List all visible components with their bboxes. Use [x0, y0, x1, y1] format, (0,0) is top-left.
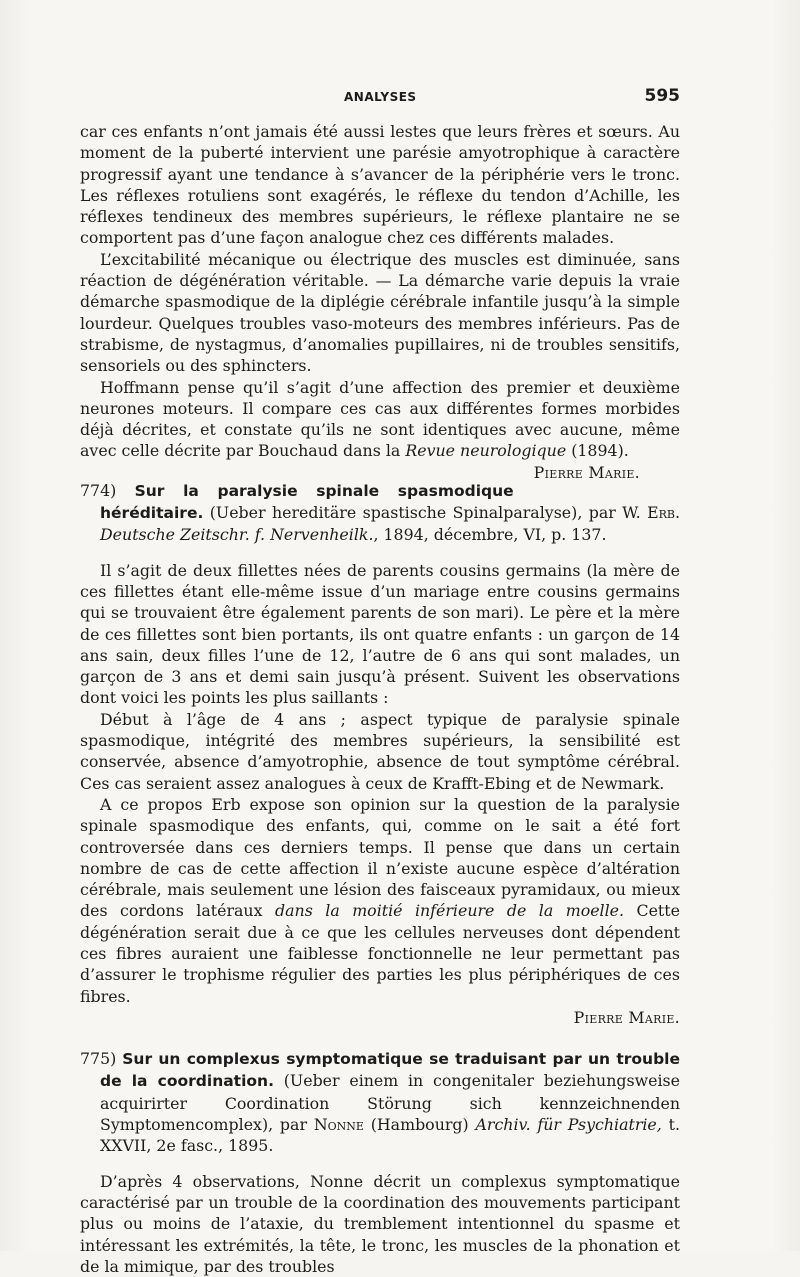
article-number: 775) — [80, 1049, 117, 1069]
spacer — [80, 546, 680, 560]
journal-name: Revue neurologique — [405, 441, 567, 461]
paragraph: D’après 4 observations, Nonne décrit un complexus symptomatique caractérisé par un trouble de la coordination des mouvements participant plus ou moins de l’ataxie, du tremblement intentionnel du spasme et intéressant les extrémités, la tête, le tronc, les muscles de la phonation et de la mimique, par des troubles — [80, 1171, 680, 1276]
article-heading — [80, 1048, 680, 1156]
paragraph: car ces enfants n’ont jamais été aussi lestes que leurs frères et sœurs. Au moment de la puberté intervient une parésie amyotrophique à caractère progressif ayant une tendance à s’avancer de la périphérie vers le tronc. Les réflexes rotuliens sont exagérés, le réflexe du tendon d’Achille, les réflexes tendineux des membres supérieurs, le réflexe plantaire ne se comportent pas d’une façon analogue chez ces différents malades. — [80, 122, 680, 248]
article-reference: (Ueber einem in congenitaler beziehungsweise acquirirter Coordination Störung sich kennzeichnenden Symptomencomplex), par — [100, 1071, 680, 1135]
paragraph: Début à l’âge de 4 ans ; aspect typique de paralysie spinale spasmodique, intégrité des membres supérieurs, la sensibilité est conservée, absence d’amyotrophie, absence de tout symptôme cérébral. Ces cas seraient assez analogues à ceux de Krafft-Ebing et de Newmark. — [80, 709, 680, 793]
article-reference-mid: (Hambourg) — [370, 1115, 469, 1135]
journal-name: Deutsche Zeitschr. f. Nervenheilk. — [100, 525, 374, 545]
spacer — [80, 1157, 680, 1171]
article-author: Nonne — [313, 1115, 364, 1135]
paragraph-text: Cette dégénération serait due à ce que les cellules nerveuses dont dépendent ces fibres auraient une faiblesse fonctionnelle ne leur permettant pas d’assurer le trophisme régulier des parties les plus périphériques de ces fibres. — [80, 901, 680, 1006]
paragraph: Il s’agit de deux fillettes nées de parents cousins germains (la mère de ces fillettes étant elle-même issue d’un mariage entre cousins germains qui se trouvaient être également parents de son mari). Le père et la mère de ces fillettes sont bien portants, ils ont quatre enfants : un garçon de 14 ans sain, deux filles l’une de 12, l’autre de 6 ans qui sont malades, un garçon de 3 ans et demi sain jusqu’à présent. Suivent les observations dont voici les points les plus saillants : — [80, 560, 680, 708]
page-body — [80, 121, 680, 1277]
article-reference-tail: , 1894, décembre, VI, p. 137. — [373, 525, 607, 545]
article-author: Erb. — [647, 503, 680, 523]
page-number: 595 — [644, 86, 680, 106]
article-title: Sur un complexus symptomatique se traduisant par un trouble de la coordination. — [100, 1050, 680, 1091]
author-signature: Pierre Marie. — [573, 1007, 680, 1027]
page-header — [80, 86, 680, 110]
running-head: ANALYSES — [344, 90, 417, 104]
paragraph — [80, 794, 680, 1007]
paragraph-text: Hoffmann pense qu’il s’agit d’une affection des premier et deuxième neurones moteurs. Il compare ces cas aux différentes formes morbides déjà décrites, et constate qu’ils ne sont identiques avec aucune, même avec celle décrite par Bouchaud dans la — [80, 377, 680, 461]
article-number: 774) — [80, 480, 117, 500]
journal-name: Archiv. für Psychiatrie, — [475, 1115, 662, 1135]
author-signature: Pierre Marie. — [533, 462, 640, 482]
paragraph-text: A ce propos Erb expose son opinion sur la question de la paralysie spinale spasmodique des enfants, qui, comme on le sait a été fort controversée dans ces derniers temps. Il pense que dans un certain nombre de cas de cette affection il n’existe aucune espèce d’altération cérébrale, mais seulement une lésion des faisceaux pyramidaux, ou mieux des cordons latéraux — [80, 794, 680, 921]
article-reference-tail: t. XXVII, 2e fasc., 1895. — [100, 1115, 680, 1156]
paragraph: L’excitabilité mécanique ou électrique des muscles est diminuée, sans réaction de dégénération véritable. — La démarche varie depuis la vraie démarche spasmodique de la diplégie cérébrale infantile jusqu’à la simple lourdeur. Quelques troubles vaso-moteurs des membres inférieurs. Pas de strabisme, de nystagmus, d’anomalies pupillaires, ni de troubles sensitifs, sensoriels ou des sphincters. — [80, 249, 680, 376]
year: (1894). — [571, 441, 629, 461]
article-heading — [80, 480, 680, 546]
article-reference: (Ueber hereditäre spastische Spinalparalyse), par W. — [209, 503, 641, 523]
article-title: Sur la paralysie spinale spasmodique héréditaire. — [100, 481, 514, 523]
emphasis-text: dans la moitié inférieure de la moelle. — [275, 901, 625, 921]
paragraph — [80, 377, 680, 482]
